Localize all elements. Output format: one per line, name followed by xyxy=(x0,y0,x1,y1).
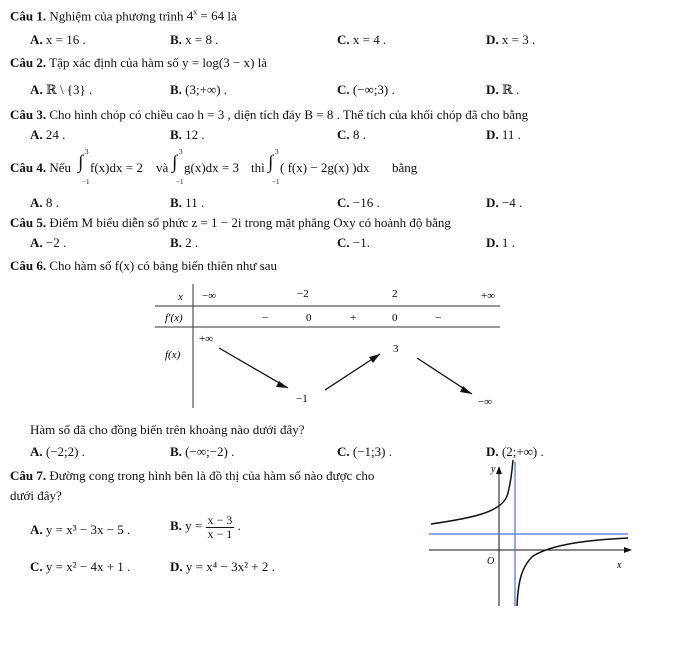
question-6-followup: Hàm số đã cho đồng biến trên khoảng nào dưới đây? xyxy=(30,422,305,437)
question-2-stem: Câu 2. Tập xác định của hàm số y = log(3 − x) là xyxy=(10,55,268,70)
curve-right-branch xyxy=(517,538,628,606)
q3-option-a[interactable]: A. 24 . xyxy=(30,127,66,142)
x-axis-arrow xyxy=(624,547,632,553)
q5-option-b[interactable]: B. 2 . xyxy=(170,235,199,250)
question-label: Câu 6. xyxy=(10,258,47,273)
table-sign: − xyxy=(262,312,269,324)
x-axis-label: x xyxy=(617,560,622,571)
q4-option-d[interactable]: D. −4 . xyxy=(486,195,523,210)
q4-option-c[interactable]: C. −16 . xyxy=(337,195,380,210)
q7-option-b[interactable]: B. y = $\frac{x - 3}{x - 1}$ . xyxy=(170,513,241,541)
question-6-stem: Câu 6. Cho hàm số f(x) có bảng biến thiên như sau xyxy=(10,258,278,273)
q4-option-b[interactable]: B. 11 . xyxy=(170,195,205,210)
question-label: Câu 3. xyxy=(10,107,47,122)
function-graph xyxy=(423,458,633,608)
stem-text: Nghiệm của phương trình xyxy=(49,8,184,24)
q5-option-d[interactable]: D. 1 . xyxy=(486,235,515,250)
arrow-head xyxy=(369,354,380,363)
integral-f-expr: f(x)dx = 2 xyxy=(90,160,143,175)
question-5-stem: Câu 5. Điểm M biểu diễn số phức z = 1 − 2i trong mặt phẳng Oxy có hoành độ bằng xyxy=(10,215,451,230)
q7-option-a[interactable]: A. y = x³ − 3x − 5 . xyxy=(30,522,131,537)
q1-option-c[interactable]: C. x = 4 . xyxy=(337,32,387,47)
integral-sign: ∫ xyxy=(78,152,84,173)
integral-upper-limit: 3 xyxy=(85,148,89,156)
integral-combined-expr: ( f(x) − 2g(x) )dx xyxy=(280,160,370,175)
question-7-stem-line2: dưới đây? xyxy=(10,488,62,503)
curve-left-branch xyxy=(431,460,513,524)
table-x-value: −∞ xyxy=(202,290,217,302)
table-x-label: x xyxy=(178,291,183,303)
table-sign: + xyxy=(350,312,357,324)
q3-option-c[interactable]: C. 8 . xyxy=(337,127,366,142)
stem-math: $4^x = 64$ xyxy=(186,8,225,24)
q5-option-a[interactable]: A. −2 . xyxy=(30,235,67,250)
table-f-value: 3 xyxy=(393,343,399,355)
q1-option-a[interactable]: A. x = 16 . xyxy=(30,32,86,47)
origin-label: O xyxy=(487,556,495,567)
q7-option-d[interactable]: D. y = x⁴ − 3x² + 2 . xyxy=(170,559,275,574)
table-f-value: −1 xyxy=(296,393,308,405)
integral-lower-limit: −1 xyxy=(82,178,90,186)
q1-option-d[interactable]: D. x = 3 . xyxy=(486,32,536,47)
q3-option-b[interactable]: B. 12 . xyxy=(170,127,205,142)
table-x-value: +∞ xyxy=(481,290,496,302)
table-sign: 0 xyxy=(392,312,398,324)
question-1-stem xyxy=(10,8,237,24)
integral-lower-limit: −1 xyxy=(176,178,184,186)
q6-option-d[interactable]: D. (2;+∞) . xyxy=(486,444,544,459)
variation-table xyxy=(155,280,510,410)
table-sign: 0 xyxy=(306,312,312,324)
question-label: Câu 1. xyxy=(10,8,47,24)
q2-option-b[interactable]: B. (3;+∞) . xyxy=(170,82,228,97)
integral-g-expr: g(x)dx = 3 xyxy=(184,160,239,175)
q5-option-c[interactable]: C. −1. xyxy=(337,235,370,250)
table-fprime-label: f′(x) xyxy=(165,312,183,324)
q1-option-b[interactable]: B. x = 8 . xyxy=(170,32,219,47)
integral-upper-limit: 3 xyxy=(179,148,183,156)
table-f-value: +∞ xyxy=(199,333,214,345)
table-x-value: 2 xyxy=(392,288,398,300)
q2-option-d[interactable]: D. ℝ . xyxy=(486,82,520,97)
question-7-stem: Câu 7. Đường cong trong hình bên là đồ thị của hàm số nào được cho xyxy=(10,468,375,483)
integral-upper-limit: 3 xyxy=(275,148,279,156)
integral-sign: ∫ xyxy=(172,152,178,173)
q2-option-a[interactable]: A. ℝ \ {3} . xyxy=(30,82,93,97)
question-4-label-text: Câu 4. Nếu xyxy=(10,160,72,175)
integral-sign: ∫ xyxy=(268,152,274,173)
stem-text: và xyxy=(156,160,169,175)
stem-text-end: bằng xyxy=(392,160,418,175)
decreasing-arrow xyxy=(219,348,288,388)
q4-option-a[interactable]: A. 8 . xyxy=(30,195,59,210)
q6-option-a[interactable]: A. (−2;2) . xyxy=(30,444,85,459)
question-label: Câu 5. xyxy=(10,215,47,230)
stem-text-end: là xyxy=(227,8,237,24)
q6-option-c[interactable]: C. (−1;3) . xyxy=(337,444,392,459)
y-axis-label: y xyxy=(491,464,496,475)
y-axis-arrow xyxy=(496,466,502,474)
question-3-stem: Câu 3. Cho hình chóp có chiều cao h = 3 , diện tích đáy B = 8 . Thể tích của khối chóp đã cho bằng xyxy=(10,107,529,122)
q2-option-c[interactable]: C. (−∞;3) . xyxy=(337,82,395,97)
q6-option-b[interactable]: B. (−∞;−2) . xyxy=(170,444,235,459)
integral-lower-limit: −1 xyxy=(272,178,280,186)
question-label: Câu 7. xyxy=(10,468,47,483)
q7-option-c[interactable]: C. y = x² − 4x + 1 . xyxy=(30,559,131,574)
table-sign: − xyxy=(435,312,442,324)
stem-text: thì xyxy=(251,160,265,175)
stem-math: y = log(3 − x) xyxy=(181,55,255,70)
fraction: $\frac{x - 3}{x - 1}$ xyxy=(207,513,233,541)
question-label: Câu 2. xyxy=(10,55,47,70)
table-f-value: −∞ xyxy=(478,396,493,408)
q3-option-d[interactable]: D. 11 . xyxy=(486,127,521,142)
table-f-label: f(x) xyxy=(165,349,181,361)
table-x-value: −2 xyxy=(297,288,309,300)
